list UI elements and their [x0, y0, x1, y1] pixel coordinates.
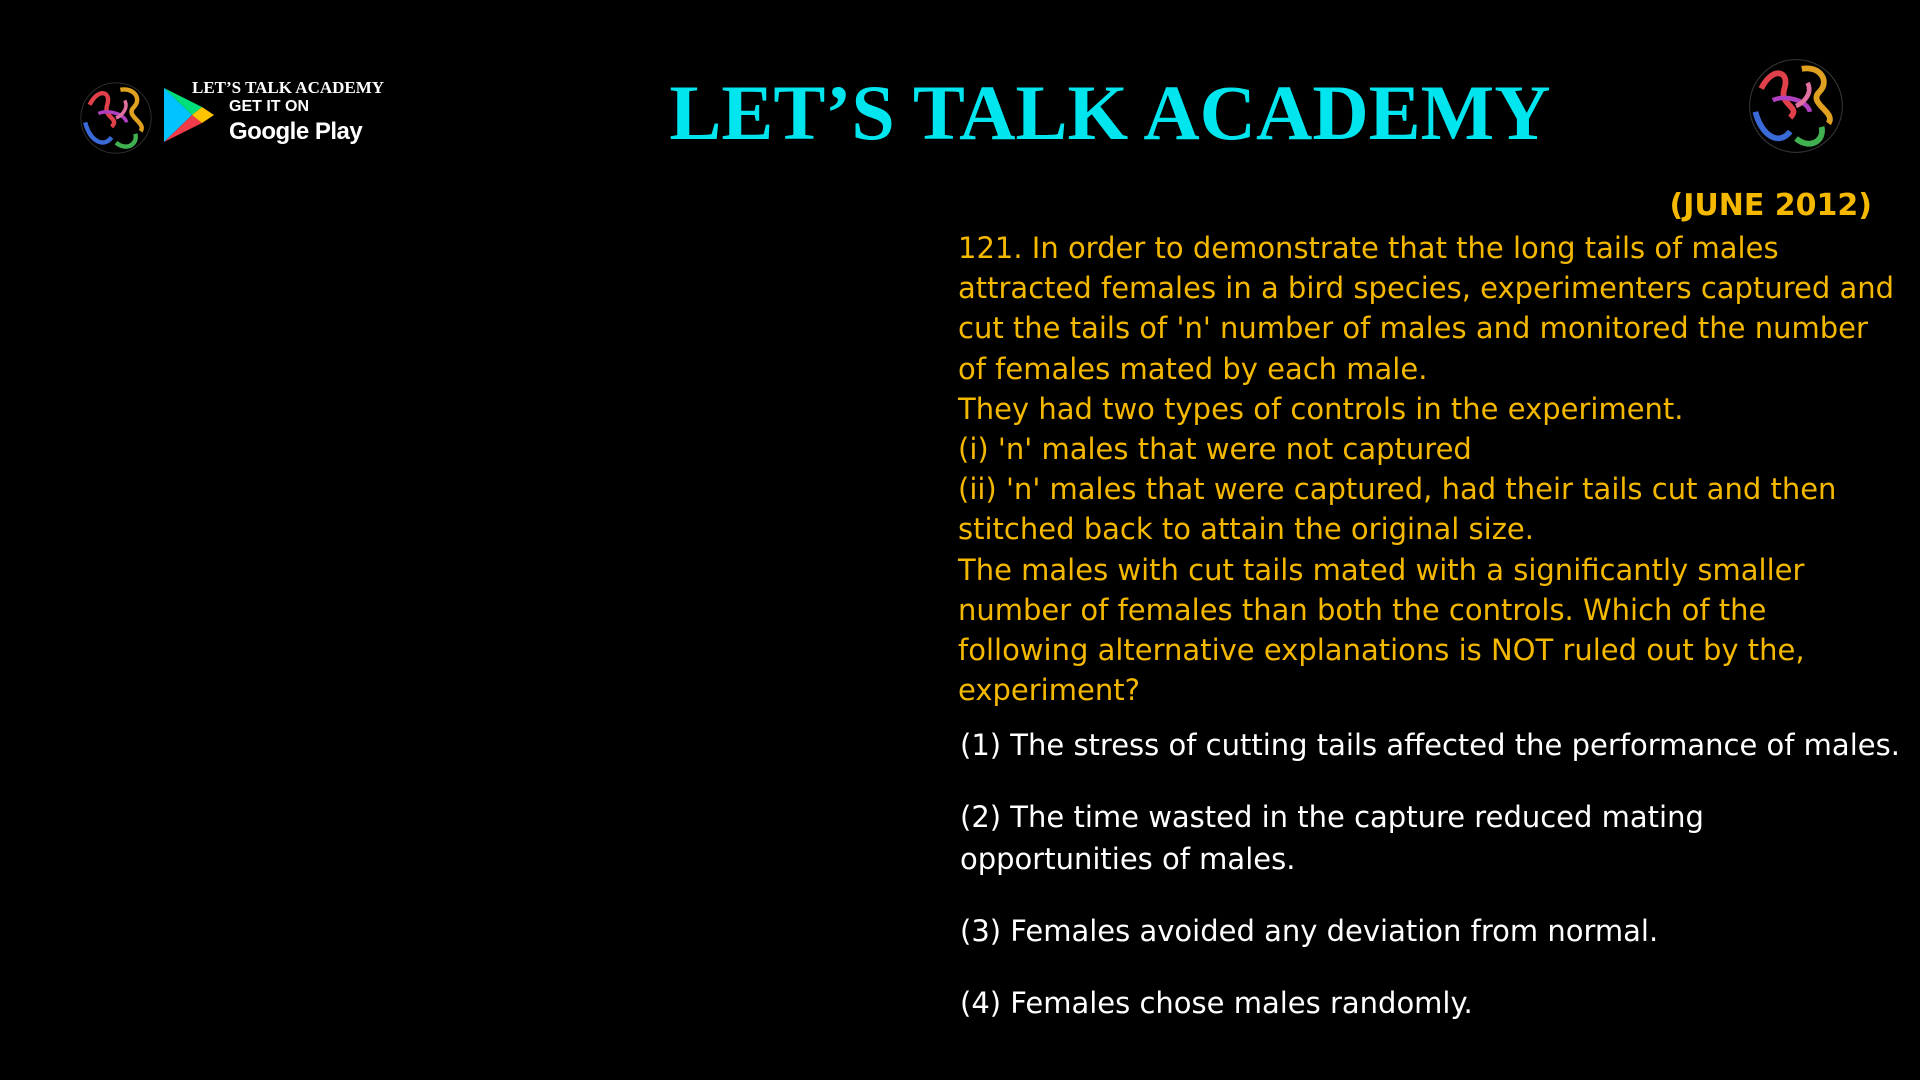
page-title: LET’S TALK ACADEMY	[669, 69, 1551, 156]
answer-option-2: (2) The time wasted in the capture reduced mating opportunities of males.	[960, 800, 1704, 876]
badge-store-name: Google Play	[229, 118, 363, 145]
question-paragraph: The males with cut tails mated with a significantly smaller number of females than both the controls. Which of the following alternative explanations is NOT ruled out by the, experiment?	[958, 552, 1805, 708]
answer-option-1: (1) The stress of cutting tails affected the performance of males.	[960, 728, 1900, 762]
protein-ribbon-logo-icon	[72, 74, 160, 162]
question-text	[958, 228, 1903, 710]
question-paragraph: 121. In order to demonstrate that the long tails of males attracted females in a bird species, experimenters captured and cut the tails of 'n' number of males and monitored the number of females mated by each male.	[958, 231, 1895, 386]
exam-session-label: (JUNE 2012)	[1669, 188, 1872, 223]
question-paragraph: (ii) 'n' males that were captured, had their tails cut and then stitched back to attain the original size.	[958, 472, 1837, 547]
answer-option-4: (4) Females chose males randomly.	[960, 986, 1473, 1020]
answer-option-3: (3) Females avoided any deviation from normal.	[960, 914, 1659, 948]
question-paragraph: (i) 'n' males that were not captured	[958, 432, 1472, 467]
question-paragraph: They had two types of controls in the experiment.	[958, 391, 1684, 426]
badge-get-it-on-text: GET IT ON	[229, 98, 309, 115]
protein-ribbon-logo-icon	[1738, 48, 1854, 164]
badge-brand-text: LET’S TALK ACADEMY	[192, 78, 385, 97]
